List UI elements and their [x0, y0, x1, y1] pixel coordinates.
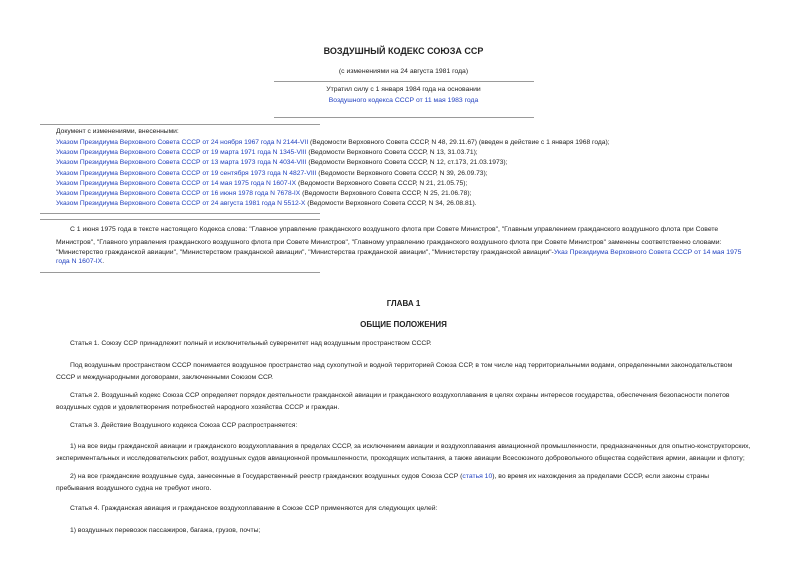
note-tail: .	[102, 258, 105, 265]
article-2-line: воздушных судов и удовлетворения потребностей народного хозяйства СССР и граждан.	[56, 404, 340, 411]
article-3-item-2-line: пребывания воздушного судна не требуют иного.	[56, 485, 212, 492]
amendment-item	[56, 200, 477, 208]
article-3-item-1-line: 1) на все виды гражданской авиации и гражданского воздухоплавания в пределах СССР, за исключением авиации и воздухоплавания авиационной промышленности, предназначенных для опытно-конструкторских,	[70, 443, 751, 450]
amendments-rule-bottom-2	[40, 219, 320, 220]
chapter-number: ГЛАВА 1	[386, 299, 421, 308]
article-1-paragraph-line: СССР и международными договорами, заключенными Союзом ССР.	[56, 374, 274, 381]
note-text: "Министерство гражданской авиации", "Министерством гражданской авиации", "Министерства гражданской авиации", "Министерству гражданской авиации"-	[56, 249, 554, 256]
chapter-title: ОБЩИЕ ПОЛОЖЕНИЯ	[360, 320, 447, 329]
header-rule-top	[274, 81, 534, 82]
amendments-rule-top	[40, 124, 320, 125]
amendment-source: (Ведомости Верховного Совета СССР, N 21, 21.05.75);	[296, 179, 468, 187]
article-4: Статья 4. Гражданская авиация и гражданское воздухоплавание в Союзе ССР применяются для следующих целей:	[70, 505, 438, 512]
article-4-item-1: 1) воздушных перевозок пассажиров, багажа, грузов, почты;	[70, 527, 261, 534]
note-line	[56, 257, 104, 266]
amendment-source: (Ведомости Верховного Совета СССР, N 13, 31.03.71);	[306, 149, 478, 157]
note-rule	[40, 272, 320, 273]
note-link[interactable]: Указ Президиума Верховного Совета СССР от 14 мая 1975	[553, 249, 742, 256]
document-title: ВОЗДУШНЫЙ КОДЕКС СОЮЗА ССР	[323, 46, 484, 56]
amendment-item	[56, 159, 508, 167]
amendment-item	[56, 139, 610, 147]
amendments-intro: Документ с изменениями, внесенными:	[56, 128, 179, 135]
note-line	[56, 248, 741, 257]
article-3-item-2-line	[56, 471, 767, 482]
note-line: Министров", "Главного управления гражданского воздушного флота при Совете Министров", "Главному управлению гражданского воздушного флота при Совете Министров" заменены соответственно словами:	[56, 239, 722, 246]
article-3-item-2-text: ), во время их нахождения за пределами СССР, если законы страны	[492, 473, 710, 480]
article-10-link[interactable]: статья 10	[462, 473, 493, 480]
article-3: Статья 3. Действие Воздушного кодекса Союза ССР распространяется:	[70, 422, 298, 429]
invalid-note: Утратил силу с 1 января 1984 года на основании	[326, 86, 481, 93]
amendment-link[interactable]: Указом Президиума Верховного Совета СССР от 24 ноября 1967 года N 2144-VII	[56, 139, 309, 146]
note-line: С 1 июня 1975 года в тексте настоящего Кодекса слова: "Главное управление гражданского воздушного флота при Совете Министров", "Главным управлением гражданского воздушного флота при Совете	[70, 226, 719, 233]
amendment-link[interactable]: Указом Президиума Верховного Совета СССР от 24 августа 1981 года N 5512-X	[56, 200, 306, 208]
article-3-item-1-line: экспериментальных и исследовательских работ, воздушных судов авиационной промышленности, проходящих испытания, а также авиации Всесоюзного добровольного общества содействия армии, авиации и флоту;	[56, 455, 745, 462]
amendment-item	[56, 170, 488, 178]
amendment-link[interactable]: Указом Президиума Верховного Совета СССР от 14 мая 1975 года N 1607-IX	[56, 179, 297, 187]
amendment-source: (Ведомости Верховного Совета СССР, N 12, ст.173, 21.03.1973);	[306, 159, 508, 167]
amendment-link[interactable]: Указом Президиума Верховного Совета СССР от 16 июня 1978 года N 7678-IX	[56, 190, 301, 197]
amendment-source: (Ведомости Верховного Совета СССР, N 39, 26.09.73);	[316, 169, 488, 177]
amendment-link[interactable]: Указом Президиума Верховного Совета СССР от 19 марта 1971 года N 1345-VIII	[56, 149, 307, 157]
amendment-item	[56, 180, 467, 188]
article-1: Статья 1. Союзу ССР принадлежит полный и исключительный суверенитет над воздушным пространством СССР.	[70, 340, 432, 347]
document-subtitle: (с изменениями на 24 августа 1981 года)	[338, 68, 469, 75]
amendment-link[interactable]: Указом Президиума Верховного Совета СССР от 13 марта 1973 года N 4034-VIII	[56, 159, 307, 167]
amendment-link[interactable]: Указом Президиума Верховного Совета СССР от 19 сентября 1973 года N 4827-VIII	[56, 169, 317, 177]
header-rule-bottom	[274, 117, 534, 118]
amendment-source: (Ведомости Верховного Совета СССР, N 48, 29.11.67) (введен в действие с 1 января 1968 года);	[308, 139, 610, 146]
article-3-item-2-text: 2) на все гражданские воздушные суда, занесенные в Государственный реестр гражданских воздушных судов Союза ССР (	[70, 473, 463, 480]
invalid-link[interactable]: Воздушного кодекса СССР от 11 мая 1983 года	[328, 97, 479, 104]
article-1-paragraph-line: Под воздушным пространством СССР понимается воздушное пространство над сухопутной и водной территорией Союза ССР, в том числе над территориальными водами, определенными законодательством	[70, 362, 733, 369]
amendment-item	[56, 149, 478, 157]
amendment-source: (Ведомости Верховного Совета СССР, N 34, 26.08.81).	[305, 200, 477, 208]
article-2-line: Статья 2. Воздушный кодекс Союза ССР определяет порядок деятельности гражданской авиации и гражданского воздухоплавания в целях охраны интересов государства, обеспечения безопасности полетов	[70, 392, 730, 399]
amendments-rule-bottom	[40, 213, 320, 214]
amendment-source: (Ведомости Верховного Совета СССР, N 25, 21.06.78);	[300, 190, 472, 197]
note-link-cont[interactable]: года N 1607-IX	[56, 258, 103, 265]
amendment-item	[56, 190, 471, 198]
